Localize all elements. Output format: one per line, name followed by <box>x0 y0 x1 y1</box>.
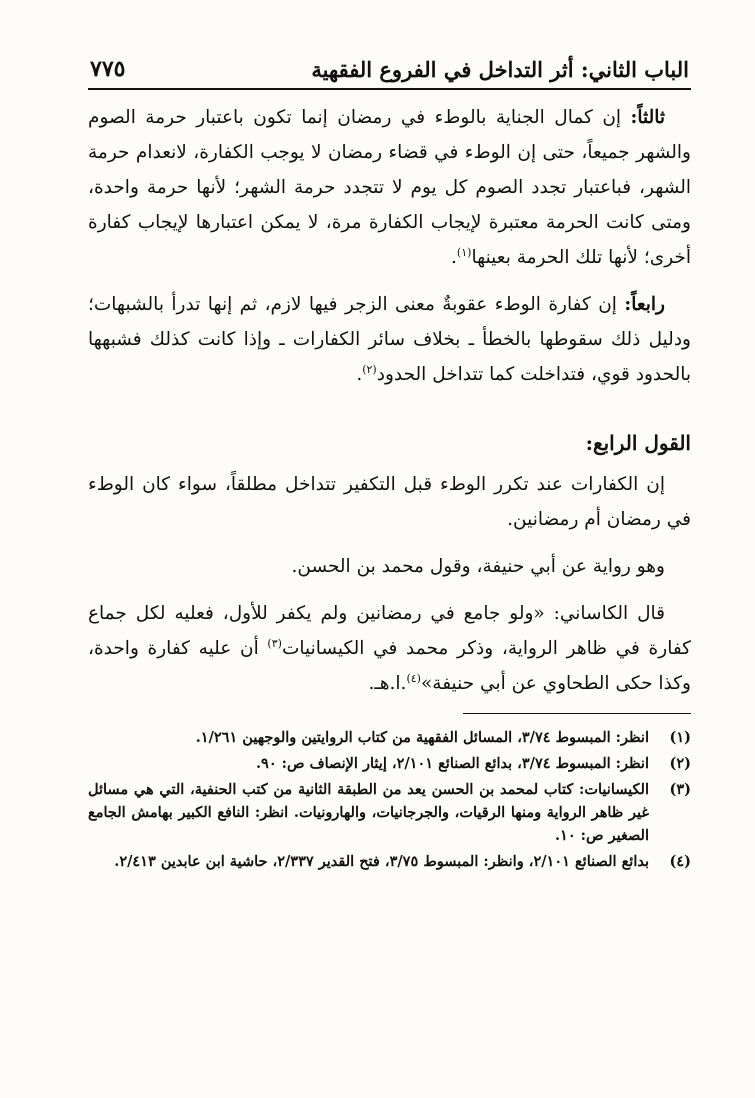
paragraph-text: إن كمال الجناية بالوطء في رمضان إنما تكون باعتبار حرمة الصوم والشهر جميعاً، حتى إن الوطء في قضاء رمضان لا يوجب الكفارة، لانعدام حرمة الشهر، فباعتبار تجدد الصوم كل يوم لا تتجدد حرمة الشهر؛ لأنها حرمة واحدة، ومتى كانت الحرمة معتبرة لإيجاب الكفارة مرة، لا يمكن اعتبارها لإيجاب كفارة أخرى؛ لأنها تلك الحرمة بعينها <box>88 107 691 268</box>
footnote-ref[interactable]: (٣) <box>267 636 282 650</box>
paragraph-statement: إن الكفارات عند تكرر الوطء قبل التكفير تتداخل مطلقاً، سواء كان الوطء في رمضان أم رمضانين. <box>88 474 691 530</box>
footnotes <box>88 726 691 873</box>
footnote-ref[interactable]: (١) <box>456 245 472 259</box>
book-page <box>88 56 691 876</box>
footnote-number: (٣) <box>669 781 691 798</box>
paragraph-end: . <box>451 247 457 268</box>
paragraph-end: .ا.هـ. <box>368 673 407 694</box>
paragraph-text: أن عليه كفارة واحدة، وكذا حكى الطحاوي عن أبي حنيفة» <box>88 638 691 694</box>
paragraph-attribution: وهو رواية عن أبي حنيفة، وقول محمد بن الحسن. <box>291 556 665 577</box>
point-label: رابعاً: <box>624 294 665 315</box>
footnote <box>88 778 691 847</box>
running-header <box>88 56 691 90</box>
footnote-ref[interactable]: (٢) <box>362 362 377 376</box>
page-number: ٧٧٥ <box>90 56 126 82</box>
paragraph-end: . <box>356 364 363 385</box>
footnote-ref[interactable]: (٤) <box>406 671 421 685</box>
footnote <box>88 752 691 775</box>
footnote-text: الكيسانيات: كتاب لمحمد بن الحسن يعد من الطبقة الثانية من كتب الحنفية، التي هي مسائل غير ظاهر الرواية ومنها الرقيات، والجرجانيات، والهارونيات. انظر: النافع الكبير بهامش الجامع الصغير ص: ١٠. <box>88 781 649 844</box>
paragraph-text: قال الكاساني: «ولو جامع في رمضانين ولم يكفر للأول، فعليه لكل جماع كفارة في ظاهر الرواية، وذكر محمد في الكيسانيات <box>88 603 691 659</box>
main-text <box>88 100 691 701</box>
paragraph-fourth-point <box>88 287 691 392</box>
footnote-number: (٤) <box>669 853 691 870</box>
footnote <box>88 726 691 749</box>
paragraph-text: إن كفارة الوطء عقوبةٌ معنى الزجر فيها لازم، ثم إنها تدرأ بالشبهات؛ ودليل ذلك سقوطها بالخطأ ـ بخلاف سائر الكفارات ـ وإذا كانت كذلك فشبهها بالحدود قوي، فتداخلت كما تتداخل الحدود <box>88 294 691 385</box>
footnote <box>88 850 691 873</box>
section-heading: القول الرابع: <box>585 431 691 455</box>
footnote-text: انظر: المبسوط ٣/٧٤، بدائع الصنائع ٢/١٠١، إيثار الإنصاف ص: ٩٠. <box>255 755 649 772</box>
paragraph-quote <box>88 596 691 701</box>
footnote-number: (١) <box>669 729 691 746</box>
footnote-number: (٢) <box>669 755 691 772</box>
footnote-text: بدائع الصنائع ٢/١٠١، وانظر: المبسوط ٣/٧٥، فتح القدير ٢/٣٣٧، حاشية ابن عابدين ٢/٤١٣. <box>114 853 649 870</box>
paragraph-third-point <box>88 100 691 275</box>
footnote-text: انظر: المبسوط ٣/٧٤، المسائل الفقهية من كتاب الروايتين والوجهين ١/٢٦١. <box>195 729 649 746</box>
point-label: ثالثاً: <box>630 107 665 128</box>
chapter-title: الباب الثاني: أثر التداخل في الفروع الفقهية <box>311 57 689 82</box>
footnote-divider <box>463 713 691 714</box>
